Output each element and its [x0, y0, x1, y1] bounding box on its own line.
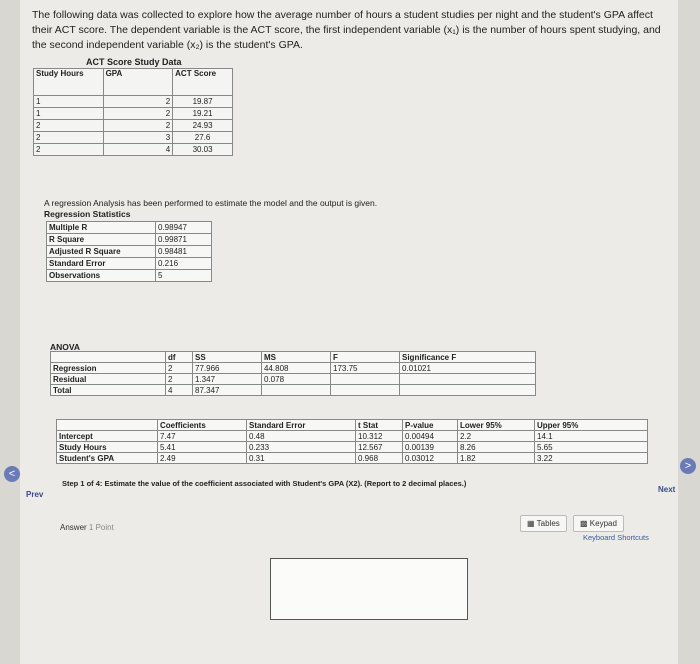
table-row [47, 270, 212, 282]
table-cell [400, 385, 536, 396]
table-cell [262, 385, 331, 396]
data-table-header [34, 69, 233, 96]
coef-header-cell: Upper 95% [535, 420, 648, 431]
table-cell: 2 [103, 108, 173, 120]
table-cell: 0.968 [356, 453, 403, 464]
table-row [47, 258, 212, 270]
table-cell: 0.48 [247, 431, 356, 442]
tables-button[interactable] [520, 515, 567, 532]
stat-label: R Square [47, 234, 156, 246]
table-cell: 8.26 [458, 442, 535, 453]
table-cell: 0.00139 [403, 442, 458, 453]
table-row [57, 442, 648, 453]
keypad-button[interactable] [573, 515, 624, 532]
tables-label: Tables [536, 519, 560, 528]
table-row [51, 363, 536, 374]
act-data-table [33, 68, 233, 156]
table-row [34, 144, 233, 156]
prev-label[interactable]: Prev [26, 490, 44, 499]
table-cell: 0.31 [247, 453, 356, 464]
stat-value: 5 [156, 270, 212, 282]
table-cell: Total [51, 385, 166, 396]
stat-value: 0.98947 [156, 222, 212, 234]
table-row [47, 234, 212, 246]
prev-arrow-icon[interactable]: < [4, 466, 20, 482]
table-row [51, 374, 536, 385]
table-cell: 19.87 [173, 96, 233, 108]
next-label[interactable]: Next [658, 485, 676, 494]
table-row [51, 385, 536, 396]
answer-text: Answer [60, 523, 87, 532]
table-cell: 2.2 [458, 431, 535, 442]
table-cell: 0.078 [262, 374, 331, 385]
anova-header-cell: SS [193, 352, 262, 363]
table-cell: Student's GPA [57, 453, 158, 464]
answer-input[interactable] [270, 558, 468, 620]
regression-intro: A regression Analysis has been performed to estimate the model and the output is given. [44, 198, 378, 208]
table-row [47, 246, 212, 258]
keyboard-shortcuts-link[interactable]: Keyboard Shortcuts [583, 533, 649, 542]
anova-header-cell: F [331, 352, 400, 363]
table-cell: Study Hours [57, 442, 158, 453]
stat-label: Adjusted R Square [47, 246, 156, 258]
coef-header-cell: P-value [403, 420, 458, 431]
table-cell: 2.49 [158, 453, 247, 464]
header-study-hours: Study Hours [34, 69, 104, 96]
table-row [34, 108, 233, 120]
table-cell: 4 [103, 144, 173, 156]
stat-value: 0.216 [156, 258, 212, 270]
coef-header-cell: Coefficients [158, 420, 247, 431]
table-cell: 77.966 [193, 363, 262, 374]
table-cell: 5.41 [158, 442, 247, 453]
table-cell: 2 [166, 363, 193, 374]
table-cell: 1.82 [458, 453, 535, 464]
anova-header-cell: Significance F [400, 352, 536, 363]
table-cell: 0.03012 [403, 453, 458, 464]
table-cell: Regression [51, 363, 166, 374]
table-cell: 173.75 [331, 363, 400, 374]
coef-header-cell: t Stat [356, 420, 403, 431]
table-cell: 2 [103, 120, 173, 132]
table-cell: 14.1 [535, 431, 648, 442]
coefficients-table [56, 419, 648, 464]
table-cell: Intercept [57, 431, 158, 442]
table-cell: 1 [34, 96, 104, 108]
table-cell: 4 [166, 385, 193, 396]
step-instructions: Step 1 of 4: Estimate the value of the coefficient associated with Student's GPA (X2). (Report to 2 decimal places.) [62, 479, 467, 488]
table-cell: 3 [103, 132, 173, 144]
data-table-title: ACT Score Study Data [86, 57, 182, 67]
answer-label [60, 523, 114, 532]
coef-header-cell [57, 420, 158, 431]
table-row [34, 132, 233, 144]
table-cell: Residual [51, 374, 166, 385]
table-row [47, 222, 212, 234]
stat-label: Observations [47, 270, 156, 282]
coef-header-cell: Lower 95% [458, 420, 535, 431]
keypad-icon: ▩ [580, 519, 588, 528]
table-cell: 1 [34, 108, 104, 120]
table-cell: 5.65 [535, 442, 648, 453]
intro-text: The following data was collected to explore how the average number of hours a student studies per night and the student's GPA affect their ACT score. The dependent variable is the ACT score, the first independent variable (x₁) is the number of hours spent studying, and the second independent variable (x₂) is the student's GPA. [32, 9, 661, 51]
anova-header [51, 352, 536, 363]
stat-value: 0.98481 [156, 246, 212, 258]
table-row [34, 96, 233, 108]
next-arrow-icon[interactable]: > [680, 458, 696, 474]
coef-header [57, 420, 648, 431]
table-cell: 0.01021 [400, 363, 536, 374]
question-page [20, 0, 678, 664]
table-cell: 10.312 [356, 431, 403, 442]
table-cell: 44.808 [262, 363, 331, 374]
stat-label: Standard Error [47, 258, 156, 270]
table-row [34, 120, 233, 132]
table-cell: 2 [34, 132, 104, 144]
anova-header-cell: df [166, 352, 193, 363]
table-row [57, 453, 648, 464]
stat-label: Multiple R [47, 222, 156, 234]
table-cell: 12.567 [356, 442, 403, 453]
stat-value: 0.99871 [156, 234, 212, 246]
anova-header-cell [51, 352, 166, 363]
table-cell: 7.47 [158, 431, 247, 442]
table-cell: 2 [103, 96, 173, 108]
anova-header-cell: MS [262, 352, 331, 363]
coef-header-cell: Standard Error [247, 420, 356, 431]
table-cell [331, 374, 400, 385]
keypad-label: Keypad [589, 519, 617, 528]
table-cell: 2 [34, 144, 104, 156]
table-cell: 0.00494 [403, 431, 458, 442]
regression-stats-title: Regression Statistics [44, 209, 131, 219]
table-cell: 27.6 [173, 132, 233, 144]
regression-stats-table [46, 221, 212, 282]
table-cell [331, 385, 400, 396]
table-cell: 24.93 [173, 120, 233, 132]
table-cell: 2 [34, 120, 104, 132]
table-cell [400, 374, 536, 385]
header-act-score: ACT Score [173, 69, 233, 96]
answer-points: 1 Point [88, 523, 114, 532]
table-row [57, 431, 648, 442]
tool-bar [520, 515, 628, 532]
table-cell: 0.233 [247, 442, 356, 453]
table-cell: 19.21 [173, 108, 233, 120]
table-cell: 2 [166, 374, 193, 385]
table-cell: 30.03 [173, 144, 233, 156]
anova-table [50, 351, 536, 396]
header-gpa: GPA [103, 69, 173, 96]
table-cell: 3.22 [535, 453, 648, 464]
anova-title: ANOVA [50, 342, 81, 352]
table-cell: 87.347 [193, 385, 262, 396]
table-icon: ▦ [527, 519, 535, 528]
table-cell: 1.347 [193, 374, 262, 385]
